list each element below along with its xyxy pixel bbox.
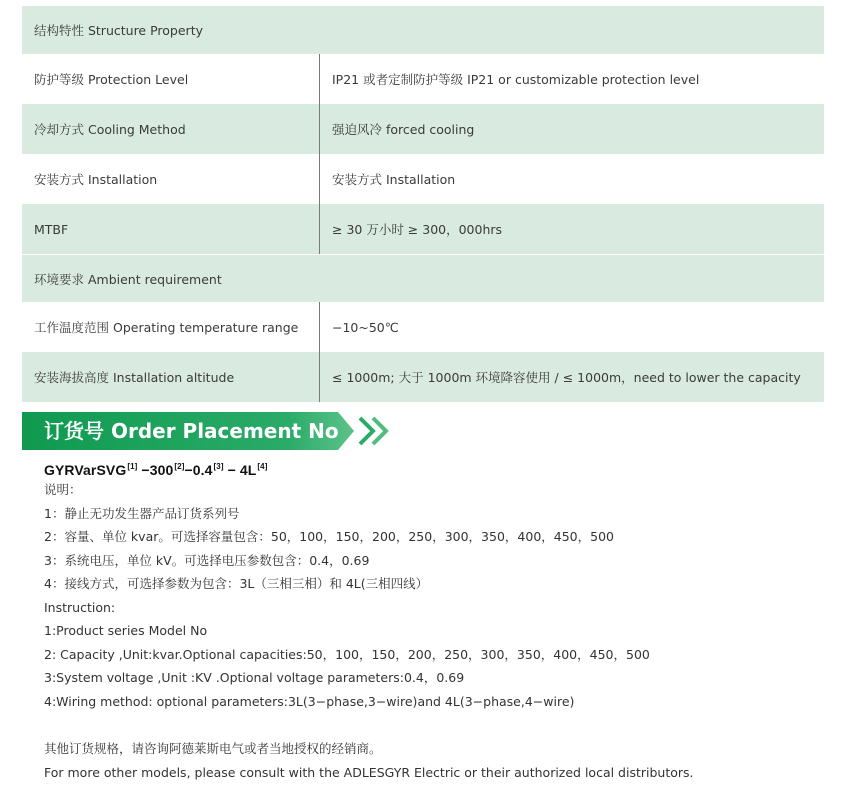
note-line: 3:System voltage ,Unit :KV .Optional voltage parameters:0.4，0.69 bbox=[44, 670, 465, 685]
note-line: 2: Capacity ,Unit:kvar.Optional capacities:50，100，150，200，250，300，350，400，450，500 bbox=[44, 646, 650, 662]
row-value: ≤ 1000m; 大于 1000m 环境降容使用 / ≤ 1000m，need to lower the capacity bbox=[332, 370, 801, 385]
footnote-marker: [2] bbox=[174, 462, 185, 471]
double-chevron-right-icon bbox=[356, 416, 404, 446]
section-label: 结构特性 Structure Property bbox=[34, 23, 203, 38]
model-code-part: −0.4 bbox=[184, 462, 213, 478]
order-banner bbox=[22, 412, 384, 450]
row-value: IP21 或者定制防护等级 IP21 or customizable protection level bbox=[332, 72, 700, 87]
model-code bbox=[44, 456, 824, 478]
footnote-marker: [1] bbox=[127, 462, 138, 471]
table-row bbox=[22, 204, 824, 254]
table-section-row bbox=[22, 254, 824, 302]
footnote-marker: [3] bbox=[213, 462, 224, 471]
note-line: 4：接线方式，可选择参数为包含：3L（三相三相）和 4L(三相四线） bbox=[44, 576, 429, 591]
row-label: MTBF bbox=[22, 204, 320, 254]
row-label: 安装海拔高度 Installation altitude bbox=[22, 352, 320, 402]
table-section-row bbox=[22, 6, 824, 54]
note-line: 1：静止无功发生器产品订货系列号 bbox=[44, 505, 240, 521]
table-row bbox=[22, 302, 824, 352]
row-value: 强迫风冷 forced cooling bbox=[332, 122, 475, 137]
row-label: 防护等级 Protection Level bbox=[22, 54, 320, 104]
spec-table bbox=[22, 6, 824, 402]
row-label: 冷却方式 Cooling Method bbox=[22, 104, 320, 154]
model-code-part: − 4L bbox=[223, 462, 257, 478]
row-value: −10~50℃ bbox=[332, 319, 399, 335]
note-line: 4:Wiring method: optional parameters:3L(3−phase,3−wire)and 4L(3−phase,4−wire) bbox=[44, 693, 575, 709]
table-row bbox=[22, 352, 824, 402]
section-label: 环境要求 Ambient requirement bbox=[34, 271, 222, 287]
note-line: 3：系统电压，单位 kV。可选择电压参数包含：0.4，0.69 bbox=[44, 552, 370, 568]
row-value: ≥ 30 万小时 ≥ 300，000hrs bbox=[332, 222, 503, 237]
footer-line: For more other models, please consult with the ADLESGYR Electric or their authorized local distributors. bbox=[44, 764, 694, 780]
note-line: 1:Product series Model No bbox=[44, 623, 208, 638]
spacer bbox=[44, 713, 824, 737]
row-value: 安装方式 Installation bbox=[332, 172, 456, 187]
order-content bbox=[44, 456, 824, 784]
order-title: 订货号 Order Placement No bbox=[44, 419, 339, 443]
note-line: 说明： bbox=[44, 482, 82, 497]
table-row bbox=[22, 54, 824, 104]
row-label: 工作温度范围 Operating temperature range bbox=[22, 302, 320, 352]
model-code-part: −300 bbox=[137, 462, 174, 478]
note-line: Instruction: bbox=[44, 599, 116, 615]
note-line: 2：容量、单位 kvar。可选择容量包含：50，100，150，200，250，300，350，400，450，500 bbox=[44, 529, 614, 544]
table-row bbox=[22, 154, 824, 204]
table-row bbox=[22, 104, 824, 154]
row-label: 安装方式 Installation bbox=[22, 154, 320, 204]
footer-line: 其他订货规格，请咨询阿德莱斯电气或者当地授权的经销商。 bbox=[44, 741, 382, 756]
model-code-part: GYRVarSVG bbox=[44, 462, 127, 478]
footnote-marker: [4] bbox=[257, 462, 268, 471]
